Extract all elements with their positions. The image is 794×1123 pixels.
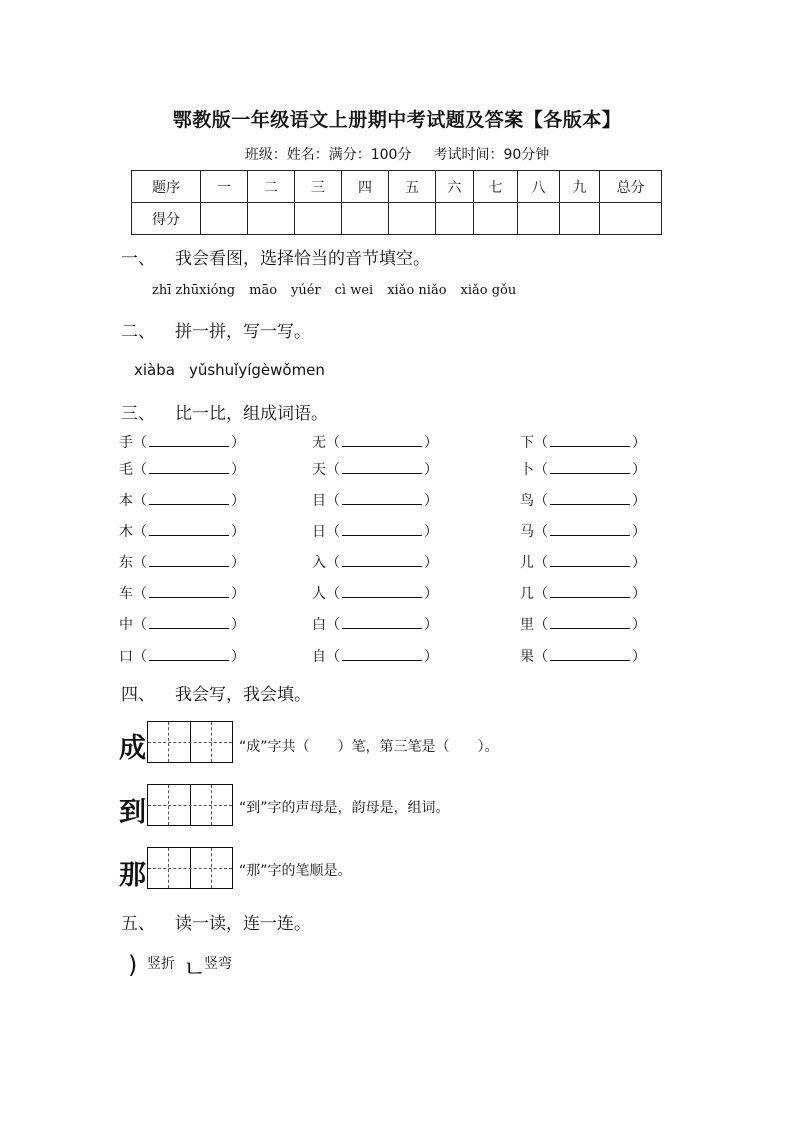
answer-blank[interactable] <box>342 460 422 474</box>
answer-blank[interactable] <box>149 433 229 447</box>
section-3-heading <box>121 399 328 424</box>
section-text: 我会写，我会填。 <box>175 685 311 705</box>
paren-open: （ <box>326 617 340 633</box>
base-char: 车 <box>119 586 133 602</box>
stroke-icon: ㄴ <box>183 955 207 983</box>
score-header-cell: 三 <box>295 171 342 203</box>
word-row <box>312 552 438 572</box>
paren-close: ） <box>632 435 646 451</box>
section-2-pinyin <box>134 361 339 379</box>
paren-open: （ <box>133 493 147 509</box>
pinyin-option: zhī zhūxióng <box>152 283 236 298</box>
score-header-cell: 题序 <box>132 171 201 203</box>
paren-open: （ <box>534 493 548 509</box>
score-input-cell[interactable] <box>295 203 342 235</box>
section-number: 四、 <box>121 685 155 705</box>
base-char: 几 <box>520 586 534 602</box>
word-row <box>520 614 646 634</box>
pinyin-option: yúér <box>291 283 321 298</box>
answer-blank[interactable] <box>550 553 630 567</box>
score-header-cell: 七 <box>474 171 518 203</box>
score-table <box>131 170 662 235</box>
base-char: 天 <box>312 462 326 478</box>
score-header-cell: 六 <box>436 171 474 203</box>
writing-char: 成 <box>119 733 146 764</box>
paren-open: （ <box>326 649 340 665</box>
score-header-cell: 五 <box>389 171 436 203</box>
answer-blank[interactable] <box>550 433 630 447</box>
paren-open: （ <box>133 435 147 451</box>
base-char: 果 <box>520 649 534 665</box>
word-row <box>520 583 646 603</box>
paren-close: ） <box>632 555 646 571</box>
pinyin-option: xiǎo niǎo <box>387 283 447 298</box>
answer-blank[interactable] <box>149 553 229 567</box>
paren-close: ） <box>632 617 646 633</box>
answer-blank[interactable] <box>550 647 630 661</box>
paren-open: （ <box>133 555 147 571</box>
paren-close: ） <box>632 649 646 665</box>
score-input-cell[interactable] <box>248 203 295 235</box>
base-char: 日 <box>312 524 326 540</box>
answer-blank[interactable] <box>342 647 422 661</box>
word-row <box>119 646 245 666</box>
score-header-cell: 八 <box>518 171 560 203</box>
section-number: 二、 <box>121 322 155 342</box>
writing-char: 那 <box>119 860 146 891</box>
writing-grid[interactable] <box>147 784 233 826</box>
section-text: 比一比，组成词语。 <box>175 404 328 424</box>
section-number: 一、 <box>121 249 155 269</box>
score-input-cell[interactable] <box>436 203 474 235</box>
exam-info <box>0 144 794 164</box>
word-row <box>520 490 646 510</box>
base-char: 白 <box>312 617 326 633</box>
paren-open: （ <box>326 586 340 602</box>
score-table-header-row <box>132 171 662 203</box>
word-row <box>312 521 438 541</box>
paren-close: ） <box>424 462 438 478</box>
paren-open: （ <box>326 493 340 509</box>
score-row-label: 得分 <box>132 203 201 235</box>
word-row <box>119 521 245 541</box>
word-row <box>119 432 245 452</box>
paren-open: （ <box>133 586 147 602</box>
paren-close: ） <box>424 586 438 602</box>
section-number: 五、 <box>121 914 155 934</box>
paren-close: ） <box>231 555 245 571</box>
answer-blank[interactable] <box>550 491 630 505</box>
word-row <box>312 614 438 634</box>
paren-open: （ <box>133 524 147 540</box>
section-text: 我会看图，选择恰当的音节填空。 <box>175 249 430 269</box>
score-header-cell: 二 <box>248 171 295 203</box>
base-char: 下 <box>520 435 534 451</box>
base-char: 手 <box>119 435 133 451</box>
section-2-heading <box>121 317 311 342</box>
pinyin-option: cì wei <box>334 283 374 298</box>
pinyin-word: yǔshuǐyígèwǒmen <box>188 361 325 379</box>
answer-blank[interactable] <box>550 460 630 474</box>
stroke-name: 竖弯 <box>204 956 232 972</box>
paren-close: ） <box>231 524 245 540</box>
paren-open: （ <box>133 617 147 633</box>
paren-open: （ <box>534 524 548 540</box>
score-header-cell: 四 <box>342 171 389 203</box>
answer-blank[interactable] <box>550 522 630 536</box>
answer-blank[interactable] <box>342 584 422 598</box>
paren-close: ） <box>231 586 245 602</box>
answer-blank[interactable] <box>342 615 422 629</box>
section-text: 拼一拼，写一写。 <box>175 322 311 342</box>
pinyin-option: xiǎo gǒu <box>460 283 517 298</box>
answer-blank[interactable] <box>550 615 630 629</box>
paren-close: ） <box>231 435 245 451</box>
base-char: 目 <box>312 493 326 509</box>
word-row <box>119 583 245 603</box>
paren-open: （ <box>326 524 340 540</box>
word-row <box>312 459 438 479</box>
paren-close: ） <box>231 649 245 665</box>
pinyin-option: māo <box>249 283 278 298</box>
paren-close: ） <box>424 493 438 509</box>
score-input-cell[interactable] <box>389 203 436 235</box>
answer-blank[interactable] <box>550 584 630 598</box>
word-row <box>312 432 438 452</box>
score-table-score-row <box>132 203 662 235</box>
paren-open: （ <box>133 649 147 665</box>
answer-blank[interactable] <box>342 553 422 567</box>
score-header-cell: 总分 <box>600 171 662 203</box>
paren-open: （ <box>326 435 340 451</box>
section-1-heading <box>121 244 430 269</box>
paren-open: （ <box>534 435 548 451</box>
answer-blank[interactable] <box>149 647 229 661</box>
score-input-cell[interactable] <box>201 203 248 235</box>
score-input-cell[interactable] <box>600 203 662 235</box>
exam-info-left: 班级：姓名：满分：100分 <box>244 147 412 163</box>
base-char: 儿 <box>520 555 534 571</box>
section-5-heading <box>121 909 311 934</box>
word-row <box>119 614 245 634</box>
score-header-cell: 九 <box>560 171 600 203</box>
paren-open: （ <box>534 649 548 665</box>
score-input-cell[interactable] <box>518 203 560 235</box>
paren-open: （ <box>133 462 147 478</box>
paren-close: ） <box>231 493 245 509</box>
paren-open: （ <box>534 617 548 633</box>
writing-grid[interactable] <box>147 721 233 763</box>
answer-blank[interactable] <box>149 460 229 474</box>
section-4-heading <box>121 680 311 705</box>
word-row <box>312 583 438 603</box>
word-row <box>520 459 646 479</box>
answer-blank[interactable] <box>149 522 229 536</box>
paren-open: （ <box>534 586 548 602</box>
base-char: 人 <box>312 586 326 602</box>
base-char: 毛 <box>119 462 133 478</box>
word-row <box>119 552 245 572</box>
answer-blank[interactable] <box>149 584 229 598</box>
fill-in-question: “到”字的声母是，韵母是，组词。 <box>239 800 450 816</box>
base-char: 鸟 <box>520 493 534 509</box>
answer-blank[interactable] <box>342 491 422 505</box>
paren-close: ） <box>424 617 438 633</box>
section-1-pinyin <box>152 283 530 298</box>
paren-close: ） <box>632 493 646 509</box>
base-char: 入 <box>312 555 326 571</box>
paren-open: （ <box>326 555 340 571</box>
word-row <box>312 490 438 510</box>
writing-grid[interactable] <box>147 847 233 889</box>
section-text: 读一读，连一连。 <box>175 914 311 934</box>
word-row <box>119 459 245 479</box>
word-row <box>520 646 646 666</box>
paren-close: ） <box>231 462 245 478</box>
base-char: 本 <box>119 493 133 509</box>
base-char: 木 <box>119 524 133 540</box>
answer-blank[interactable] <box>342 522 422 536</box>
base-char: 口 <box>119 649 133 665</box>
score-input-cell[interactable] <box>560 203 600 235</box>
fill-in-question: “成”字共（ ）笔，第三笔是（ ）。 <box>239 739 499 755</box>
base-char: 卜 <box>520 462 534 478</box>
page-title: 鄂教版一年级语文上册期中考试题及答案【各版本】 <box>172 109 622 131</box>
word-row <box>119 490 245 510</box>
section-number: 三、 <box>121 404 155 424</box>
writing-char: 到 <box>119 797 146 828</box>
base-char: 里 <box>520 617 534 633</box>
fill-in-question: “那”字的笔顺是。 <box>239 863 352 879</box>
stroke-icon: ) <box>128 951 138 979</box>
paren-open: （ <box>326 462 340 478</box>
paren-close: ） <box>632 586 646 602</box>
word-row <box>520 552 646 572</box>
answer-blank[interactable] <box>342 433 422 447</box>
paren-close: ） <box>424 524 438 540</box>
stroke-name: 竖折 <box>147 956 175 972</box>
base-char: 自 <box>312 649 326 665</box>
pinyin-word: xiàba <box>134 361 175 379</box>
paren-close: ） <box>231 617 245 633</box>
paren-close: ） <box>632 462 646 478</box>
word-row <box>520 432 646 452</box>
base-char: 马 <box>520 524 534 540</box>
word-row <box>520 521 646 541</box>
base-char: 中 <box>119 617 133 633</box>
base-char: 无 <box>312 435 326 451</box>
score-input-cell[interactable] <box>342 203 389 235</box>
paren-close: ） <box>424 555 438 571</box>
answer-blank[interactable] <box>149 615 229 629</box>
base-char: 东 <box>119 555 133 571</box>
paren-close: ） <box>424 435 438 451</box>
paren-open: （ <box>534 555 548 571</box>
answer-blank[interactable] <box>149 491 229 505</box>
exam-info-right: 考试时间：90分钟 <box>433 147 550 163</box>
score-header-cell: 一 <box>201 171 248 203</box>
paren-open: （ <box>534 462 548 478</box>
word-row <box>312 646 438 666</box>
paren-close: ） <box>632 524 646 540</box>
paren-close: ） <box>424 649 438 665</box>
score-input-cell[interactable] <box>474 203 518 235</box>
